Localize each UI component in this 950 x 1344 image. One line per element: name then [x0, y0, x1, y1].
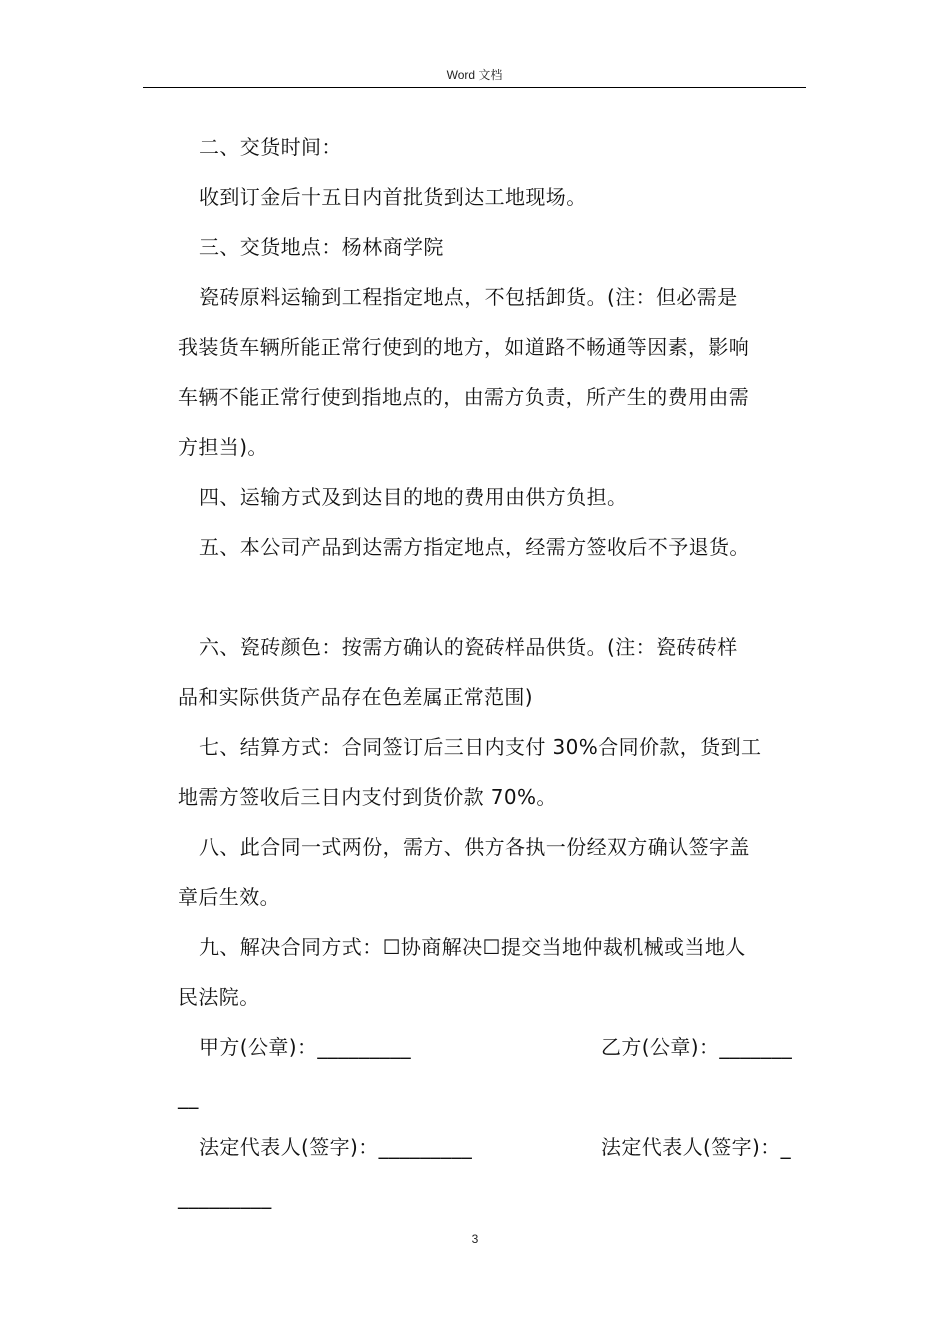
signature-row-representative [178, 1122, 804, 1172]
paragraph-transport-line-4: 方担当)。 [178, 435, 268, 459]
party-a-representative-line: 法定代表人(签字)：_________ [199, 1135, 473, 1159]
party-b-seal-line: 乙方(公章)：_______ [601, 1035, 793, 1059]
party-a-seal-line: 甲方(公章)：_________ [199, 1035, 412, 1059]
page-number: 3 [471, 1232, 479, 1246]
party-b-representative-continuation: _________ [178, 1185, 272, 1209]
paragraph-delivery-time-heading: 二、交货时间： [199, 135, 342, 159]
paragraph-delivery-time: 收到订金后十五日内首批货到达工地现场。 [199, 185, 587, 209]
paragraph-transport-line-3: 车辆不能正常行使到指地点的，由需方负责，所产生的费用由需 [178, 385, 750, 409]
paragraph-no-return: 五、本公司产品到达需方指定地点，经需方签收后不予退货。 [199, 535, 750, 559]
paragraph-tile-color-line-2: 品和实际供货产品存在色差属正常范围) [178, 685, 534, 709]
party-b-seal-continuation: __ [178, 1085, 199, 1109]
paragraph-delivery-location: 三、交货地点：杨林商学院 [199, 235, 444, 259]
party-b-representative-line: 法定代表人(签字)：_ [601, 1135, 792, 1159]
paragraph-copies-line-2: 章后生效。 [178, 885, 280, 909]
paragraph-transport-line-2: 我装货车辆所能正常行使到的地方，如道路不畅通等因素，影响 [178, 335, 750, 359]
document-body [178, 122, 804, 1222]
paragraph-tile-color-line-1: 六、瓷砖颜色：按需方确认的瓷砖样品供货。(注：瓷砖砖样 [199, 635, 738, 659]
paragraph-transport-line-1: 瓷砖原料运输到工程指定地点，不包括卸货。(注：但必需是 [199, 285, 738, 309]
paragraph-transport-cost: 四、运输方式及到达目的地的费用由供方负担。 [199, 485, 628, 509]
paragraph-dispute-line-1: 九、解决合同方式：☐协商解决☐提交当地仲裁机械或当地人 [199, 935, 746, 959]
header-divider [143, 87, 806, 88]
blank-line [178, 572, 804, 622]
paragraph-copies-line-1: 八、此合同一式两份，需方、供方各执一份经双方确认签字盖 [199, 835, 750, 859]
paragraph-dispute-line-2: 民法院。 [178, 985, 260, 1009]
paragraph-settlement-line-2: 地需方签收后三日内支付到货价款 70%。 [178, 785, 557, 809]
signature-row-seal [178, 1022, 804, 1072]
page-header: Word 文档 [446, 68, 503, 82]
paragraph-settlement-line-1: 七、结算方式：合同签订后三日内支付 30%合同价款，货到工 [199, 735, 762, 759]
